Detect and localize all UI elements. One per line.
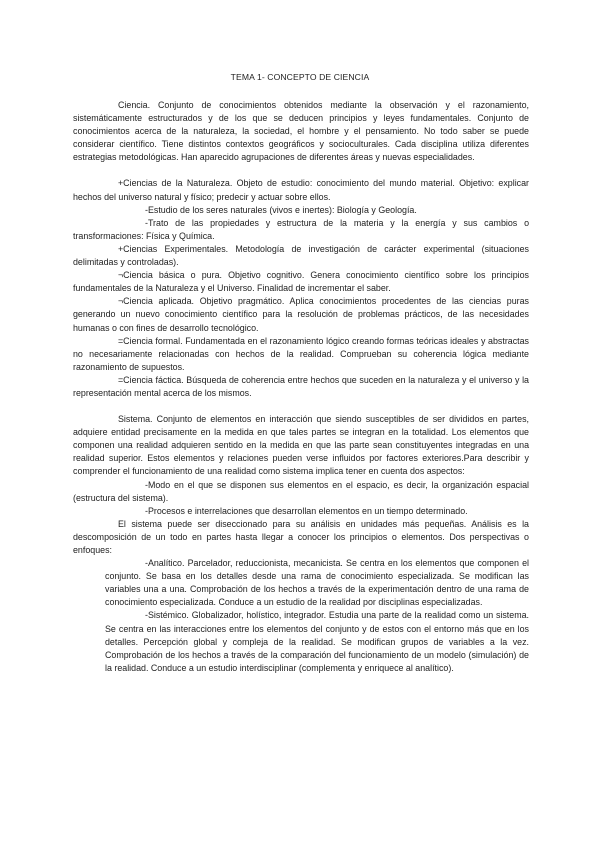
spacer: [73, 400, 529, 413]
paragraph-analitico: -Analítico. Parcelador, reduccionista, mecanicista. Se centra en los elementos que componen el conjunto. Se basa en los detalles desde una rama de conocimiento especializada. Se modifican las variables una a una. Comprobación de los hechos a través de la experimentación dentro de una rama de conocimiento especializada. Conduce a un estudio de la realidad por disciplinas especializadas.: [105, 558, 529, 608]
paragraph-modo-elementos: -Modo en el que se disponen sus elementos en el espacio, es decir, la organización espacial (estructura del sistema).: [73, 479, 529, 503]
document-body: [73, 99, 529, 675]
spacer: [73, 164, 529, 177]
paragraph-diseccionado: El sistema puede ser diseccionado para su análisis en unidades más pequeñas. Análisis es la descomposición de un todo en partes hasta llegar a conocer los principios o elementos. Dos perspectivas o enfoques:: [73, 518, 529, 555]
paragraph-procesos: -Procesos e interrelaciones que desarrollan elementos en un tiempo determinado.: [145, 505, 468, 516]
paragraph-ciencias-experimentales: +Ciencias Experimentales. Metodología de investigación de carácter experimental (situaciones delimitadas y controladas).: [73, 243, 529, 268]
document-title: TEMA 1- CONCEPTO DE CIENCIA: [230, 72, 370, 82]
paragraph-ciencias-naturaleza: +Ciencias de la Naturaleza. Objeto de estudio: conocimiento del mundo material. Objetivo: explicar hechos del universo natural y físico; predecir y actuar sobre ellos.: [73, 178, 529, 202]
paragraph-ciencia-aplicada: ¬Ciencia aplicada. Objetivo pragmático. Aplica conocimientos procedentes de las ciencias puras generando un nuevo conocimiento científico para la resolución de problemas prácticos, de las necesidades humanas o con fines de desarrollo tecnológico.: [73, 296, 529, 333]
paragraph-sistemico: -Sistémico. Globalizador, holístico, integrador. Estudia una parte de la realidad como un sistema. Se centra en las interacciones entre los elementos del conjunto y de estos con el entorno más que en los detalles. Percepción global y compleja de la realidad. Se modifican grupos de variables a la vez. Comprobación de los hechos a través de la comparación del funcionamiento de un modelo (simulación) de la realidad. Conduce a un estudio interdisciplinar (complementa y enriquece al analítico).: [105, 610, 529, 673]
paragraph-seres-naturales: -Estudio de los seres naturales (vivos e inertes): Biología y Geología.: [145, 204, 417, 215]
paragraph-ciencia: Ciencia. Conjunto de conocimientos obtenidos mediante la observación y el razonamiento, sistemáticamente estructurados y de los que se deducen principios y leyes fundamentales. Conjunto de conocimientos acerca de la naturaleza, la sociedad, el hombre y el pensamiento. No todo saber se puede considerar científico. Tiene distintos contextos geográficos y socioculturales. Cada disciplina utiliza diferentes estrategias metodológicas. Han aparecido agrupaciones de diferentes áreas y nuevas especialidades.: [73, 100, 529, 163]
paragraph-trato-materia: -Trato de las propiedades y estructura de la materia y la energía y sus cambios o transformaciones: Física y Química.: [73, 217, 529, 241]
paragraph-ciencia-formal: =Ciencia formal. Fundamentada en el razonamiento lógico creando formas teóricas ideales y abstractas no necesariamente relacionadas con hechos de la realidad. Comprueban su coherencia lógica mediante razonamiento de supuestos.: [73, 335, 529, 372]
paragraph-sistema: Sistema. Conjunto de elementos en interacción que siendo susceptibles de ser divididos en partes, adquiere entidad precisamente en la medida en que tales partes se integran en la totalidad. Los elementos que componen una realidad adquieren sentido en la medida en que las parte sean constituyentes integradas en una realidad superior. Estos elementos y relaciones pueden verse influidos por factores exteriores.Para describir y comprender el funcionamiento de una realidad como sistema implica tener en cuenta dos aspectos:: [73, 414, 529, 477]
paragraph-ciencia-factica: =Ciencia fáctica. Búsqueda de coherencia entre hechos que suceden en la naturaleza y el universo y la representación mental acerca de los mismos.: [73, 374, 529, 398]
paragraph-ciencia-basica: ¬Ciencia básica o pura. Objetivo cognitivo. Genera conocimiento científico sobre los principios fundamentales de la Naturaleza y el Universo. Finalidad de incrementar el saber.: [73, 270, 529, 294]
